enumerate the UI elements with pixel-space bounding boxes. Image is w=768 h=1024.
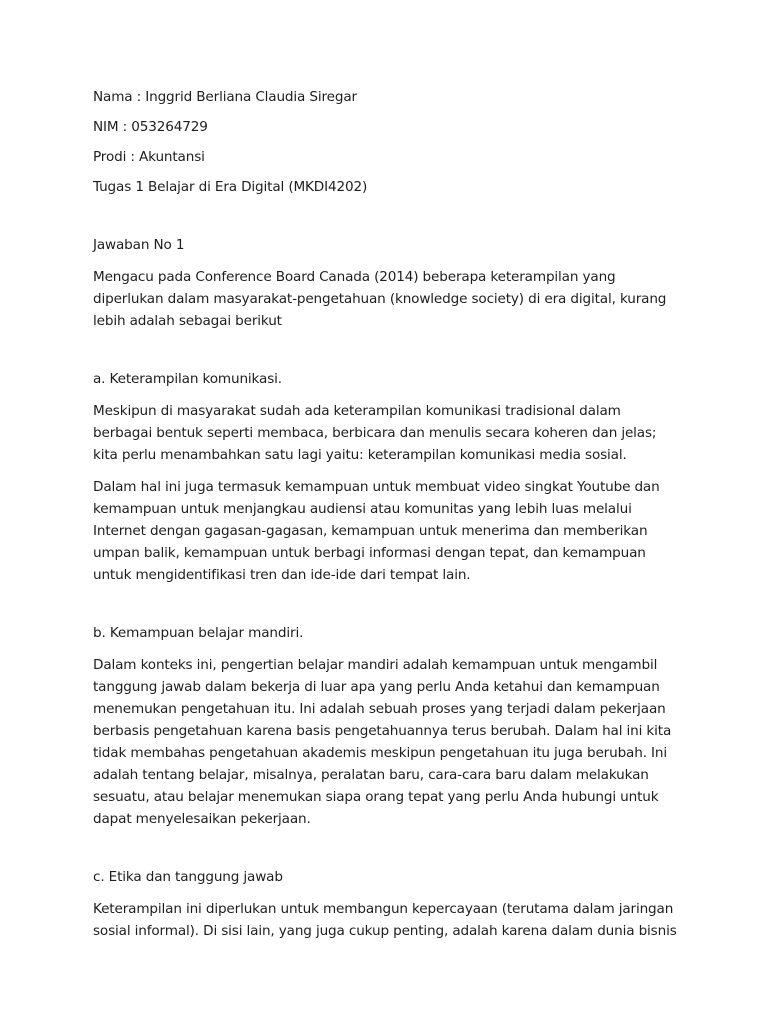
study-program: Prodi : Akuntansi <box>93 149 205 165</box>
answer-title: Jawaban No 1 <box>93 237 185 253</box>
text-line: berbagai bentuk seperti membaca, berbicara dan menulis secara koheren dan jelas; <box>93 425 657 441</box>
intro-paragraph <box>93 266 678 332</box>
section-b-paragraph-1 <box>93 654 678 830</box>
text-line: berbasis pengetahuan karena basis pengetahuannya terus berubah. Dalam hal ini kita <box>93 723 672 739</box>
text-line: tidak membahas pengetahuan akademis meskipun pengetahuan itu juga berubah. Ini <box>93 745 667 761</box>
student-nim: NIM : 053264729 <box>93 119 208 135</box>
section-a-paragraph-2 <box>93 476 678 586</box>
text-line: diperlukan dalam masyarakat-pengetahuan (knowledge society) di era digital, kurang <box>93 291 667 307</box>
text-line: lebih adalah sebagai berikut <box>93 313 282 329</box>
text-line: sesuatu, atau belajar menemukan siapa orang tepat yang perlu Anda hubungi untuk <box>93 789 659 805</box>
section-a-heading: a. Keterampilan komunikasi. <box>93 371 282 387</box>
document-body <box>93 86 678 952</box>
text-line: Internet dengan gagasan-gagasan, kemampuan untuk menerima dan memberikan <box>93 523 648 539</box>
text-line: untuk mengidentifikasi tren dan ide-ide dari tempat lain. <box>93 567 471 583</box>
text-line: tanggung jawab dalam bekerja di luar apa yang perlu Anda ketahui dan kemampuan <box>93 679 660 695</box>
task-title: Tugas 1 Belajar di Era Digital (MKDI4202) <box>93 179 368 195</box>
spacer <box>93 206 678 234</box>
text-line: Meskipun di masyarakat sudah ada keterampilan komunikasi tradisional dalam <box>93 403 621 419</box>
spacer <box>93 596 678 622</box>
text-line: Dalam hal ini juga termasuk kemampuan untuk membuat video singkat Youtube dan <box>93 479 660 495</box>
text-line: menemukan pengetahuan itu. Ini adalah sebuah proses yang terjadi dalam pekerjaan <box>93 701 666 717</box>
text-line: Keterampilan ini diperlukan untuk membangun kepercayaan (terutama dalam jaringan <box>93 901 674 917</box>
text-line: dapat menyelesaikan pekerjaan. <box>93 811 311 827</box>
text-line: adalah tentang belajar, misalnya, peralatan baru, cara-cara baru dalam melakukan <box>93 767 649 783</box>
section-a-paragraph-1 <box>93 400 678 466</box>
student-name: Nama : Inggrid Berliana Claudia Siregar <box>93 89 357 105</box>
section-c-heading: c. Etika dan tanggung jawab <box>93 869 283 885</box>
text-line: Dalam konteks ini, pengertian belajar mandiri adalah kemampuan untuk mengambil <box>93 657 658 673</box>
text-line: umpan balik, kemampuan untuk berbagi informasi dengan tepat, dan kemampuan <box>93 545 646 561</box>
section-b-heading: b. Kemampuan belajar mandiri. <box>93 625 304 641</box>
text-line: kita perlu menambahkan satu lagi yaitu: keterampilan komunikasi media sosial. <box>93 447 627 463</box>
text-line: kemampuan untuk menjangkau audiensi atau komunitas yang lebih luas melalui <box>93 501 632 517</box>
section-c-paragraph-1 <box>93 898 678 942</box>
spacer <box>93 840 678 866</box>
spacer <box>93 342 678 368</box>
text-line: Mengacu pada Conference Board Canada (2014) beberapa keterampilan yang <box>93 269 616 285</box>
text-line: sosial informal). Di sisi lain, yang juga cukup penting, adalah karena dalam dunia bisnis <box>93 923 677 939</box>
